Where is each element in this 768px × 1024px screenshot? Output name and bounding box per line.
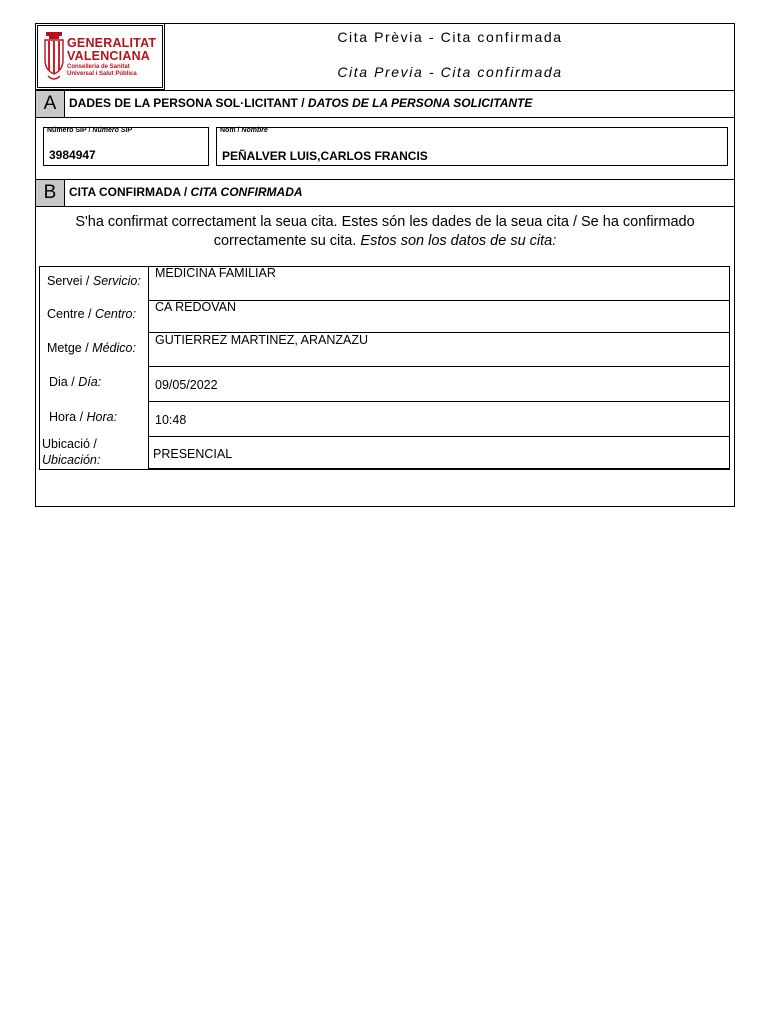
section-a-title-val: DADES DE LA PERSONA SOL·LICITANT /: [69, 96, 308, 110]
name-label-es: Nombre: [241, 127, 268, 134]
table-row: [148, 401, 730, 437]
table-row: [148, 436, 730, 470]
location-label: [42, 436, 100, 468]
logo-line1: GENERALITAT: [67, 36, 157, 50]
sip-label: [47, 127, 132, 134]
time-value: 10:48: [155, 413, 187, 427]
location-value: PRESENCIAL: [153, 447, 233, 461]
center-label-es: Centro:: [94, 307, 136, 321]
center-label-val: Centre /: [47, 307, 95, 321]
location-label-es: Ubicación:: [42, 453, 101, 467]
confirmation-line2b: Estos son los datos de su cita:: [360, 233, 557, 249]
section-a-title-es: DATOS DE LA PERSONA SOLICITANTE: [307, 96, 533, 110]
section-a-title: [69, 96, 532, 110]
section-b-title: [69, 185, 303, 199]
center-label: [47, 307, 136, 321]
service-label: [47, 274, 141, 288]
confirmation-message: [36, 213, 734, 251]
name-value: PEÑALVER LUIS,CARLOS FRANCIS: [222, 149, 428, 163]
sip-value: 3984947: [49, 148, 96, 162]
location-label-val: Ubicació /: [42, 437, 97, 451]
section-b-letter: B: [35, 179, 65, 207]
day-label-val: Dia /: [49, 375, 79, 389]
confirmation-line2a: correctamente su cita.: [213, 233, 361, 249]
doctor-label-es: Médico:: [92, 341, 136, 355]
service-value: MEDICINA FAMILIAR: [155, 266, 276, 280]
section-b-title-es: CITA CONFIRMADA: [190, 185, 303, 199]
service-label-es: Servicio:: [92, 274, 141, 288]
day-label: [49, 375, 101, 389]
service-label-val: Servei /: [47, 274, 93, 288]
center-value: CA REDOVAN: [155, 300, 237, 314]
name-label-val: Nom /: [220, 127, 242, 134]
confirmation-line2: [36, 232, 734, 251]
table-row: [148, 366, 730, 402]
doctor-label-val: Metge /: [47, 341, 93, 355]
title-spanish: Cita Previa - Cita confirmada: [337, 64, 563, 80]
name-label: [220, 127, 268, 134]
generalitat-logo: [40, 28, 162, 86]
coat-of-arms-icon: [42, 30, 66, 84]
logo-sub2: Universal i Salut Pública: [67, 71, 137, 77]
day-label-es: Día:: [78, 375, 102, 389]
time-label-es: Hora:: [86, 410, 118, 424]
title-valencian: Cita Prèvia - Cita confirmada: [337, 29, 563, 45]
doctor-label: [47, 341, 136, 355]
confirmation-line1: S'ha confirmat correctament la seua cita. Estes són les dades de la seua cita / Se ha confirmado: [75, 214, 695, 230]
sip-label-es: Número SIP: [92, 127, 133, 134]
section-b-title-val: CITA CONFIRMADA /: [69, 185, 191, 199]
logo-line2: VALENCIANA: [67, 49, 151, 63]
section-a-letter: A: [35, 90, 65, 118]
day-value: 09/05/2022: [155, 378, 218, 392]
logo-sub1: Conselleria de Sanitat: [67, 64, 130, 70]
doctor-value: GUTIERREZ MARTINEZ, ARANZAZU: [155, 333, 368, 347]
time-label-val: Hora /: [49, 410, 87, 424]
sip-label-val: Número SIP /: [47, 127, 93, 134]
time-label: [49, 410, 117, 424]
